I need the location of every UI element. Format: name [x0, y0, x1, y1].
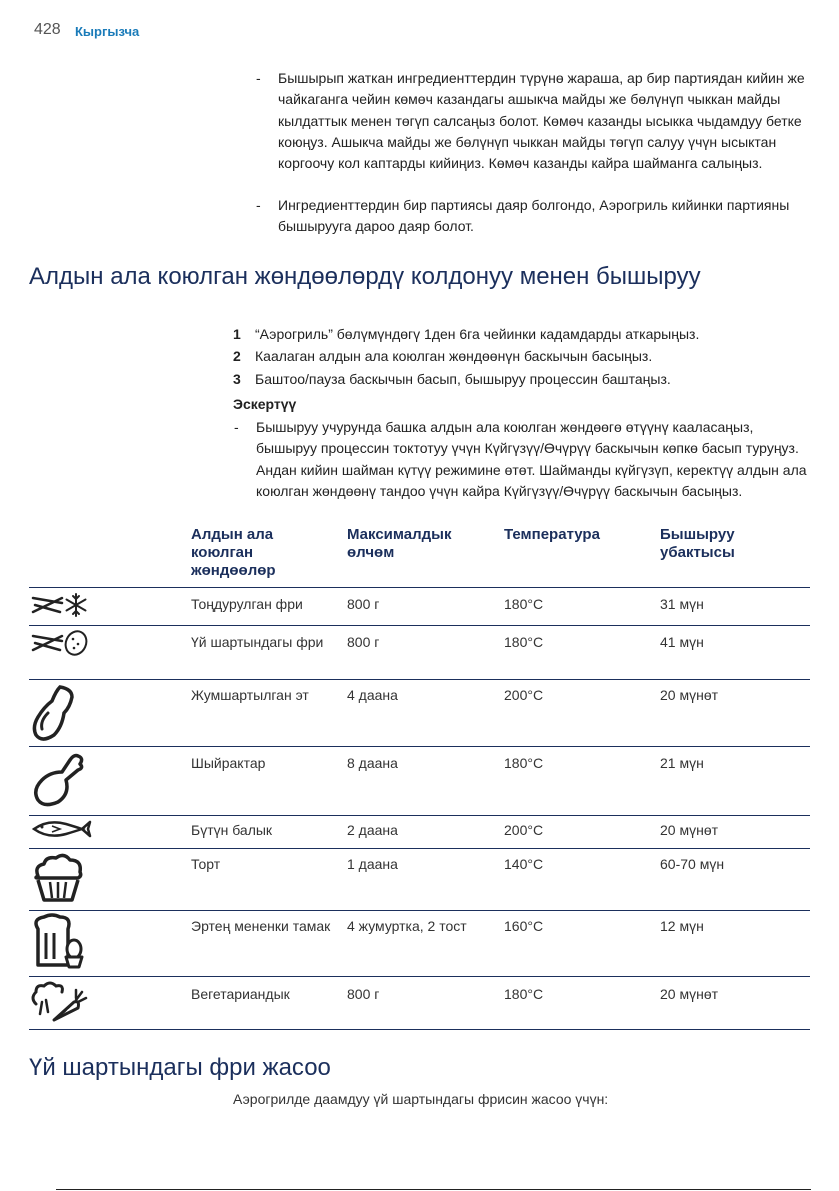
table-divider [29, 746, 810, 747]
preset-temperature: 200°C [504, 687, 544, 703]
table-divider [29, 848, 810, 849]
section-intro: Аэрогрилде даамдуу үй шартындагы фрисин жасоо үчүн: [233, 1091, 609, 1107]
section-title-presets: Алдын ала коюлган жөндөөлөрдү колдонуу менен бышыруу [29, 263, 701, 290]
preset-temperature: 180°C [504, 755, 544, 771]
preset-amount: 8 даана [347, 755, 398, 771]
intro-bullet-2: - Ингредиенттердин бир партиясы даяр болгондо, Аэрогриль кийинки партияны бышырууга дароо даяр болот. [256, 197, 790, 235]
drumstick-icon [30, 750, 86, 808]
note-title: Эскертүү [233, 396, 297, 412]
preset-time: 12 мүн [660, 918, 704, 934]
preset-time: 41 мүн [660, 634, 704, 650]
table-divider [29, 679, 810, 680]
table-divider [29, 587, 810, 588]
cake-icon [30, 852, 86, 904]
page-number: 428 [34, 21, 61, 38]
preset-time: 60-70 мүн [660, 856, 725, 872]
section-title-homemade-fries: Үй шартындагы фри жасоо [29, 1054, 331, 1081]
preset-time: 21 мүн [660, 755, 704, 771]
preset-name: Бүтүн балык [191, 822, 273, 838]
table-divider [29, 625, 810, 626]
preset-temperature: 140°C [504, 856, 544, 872]
preset-name: Торт [191, 856, 221, 872]
preset-temperature: 180°C [504, 596, 544, 612]
preset-time: 20 мүнөт [660, 687, 719, 703]
preset-time: 20 мүнөт [660, 986, 719, 1002]
preset-amount: 800 г [347, 596, 380, 612]
column-header-time: Бышыруу убактысы [660, 526, 735, 561]
bullet-dash: - [256, 197, 261, 213]
footer-rule [56, 1189, 811, 1190]
preset-temperature: 160°C [504, 918, 544, 934]
preset-amount: 1 даана [347, 856, 398, 872]
preset-name: Үй шартындагы фри [191, 634, 324, 650]
preset-temperature: 180°C [504, 986, 544, 1002]
preset-temperature: 180°C [504, 634, 544, 650]
breakfast-icon [30, 913, 86, 971]
preset-amount: 800 г [347, 634, 380, 650]
column-header-preset: Алдын ала коюлган жөндөөлөр [191, 526, 276, 579]
preset-amount: 4 жумуртка, 2 тост [347, 918, 467, 934]
vegetables-icon [30, 980, 90, 1022]
homemade-fries-icon [30, 628, 92, 658]
table-divider [29, 815, 810, 816]
frozen-fries-icon [30, 590, 92, 620]
preset-amount: 4 даана [347, 687, 398, 703]
preset-amount: 2 даана [347, 822, 398, 838]
preset-temperature: 200°C [504, 822, 544, 838]
preset-name: Шыйрактар [191, 755, 266, 771]
preset-name: Жумшартылган эт [191, 687, 309, 703]
meat-icon [30, 683, 76, 743]
preset-name: Эртең мененки тамак [191, 918, 331, 934]
column-header-temperature: Температура [504, 526, 600, 543]
table-divider [29, 1029, 810, 1030]
fish-icon [30, 818, 92, 840]
step-1: 1 “Аэрогриль” бөлүмүндөгү 1ден 6га чейинки кадамдарды аткарыңыз. [233, 326, 700, 342]
preset-name: Вегетариандык [191, 986, 290, 1002]
table-divider [29, 976, 810, 977]
preset-time: 31 мүн [660, 596, 704, 612]
intro-bullet-1: - Бышырып жаткан ингредиенттердин түрүнө жараша, ар бир партиядан кийин же чайкаганга чейин көмөч казандагы ашыкча майды же бөлүнүп чыккан майды кылдаттык менен төгүп салсаңыз болот. Көмөч казанды ысыкка чыдамдуу бетке коюңуз. Ашыкча майды же бөлүнүп чыккан майды төгүп салуу үчүн ысыктан коргоочу кол каптарды кийиңиз. Көмөч казанды кайра шайманга салыңыз. [256, 70, 805, 172]
table-divider [29, 910, 810, 911]
step-2: 2 Каалаган алдын ала коюлган жөндөөнүн баскычын басыңыз. [233, 348, 653, 364]
step-3: 3 Баштоо/пауза баскычын басып, бышыруу процессин баштаңыз. [233, 371, 671, 387]
bullet-dash: - [256, 70, 261, 86]
preset-time: 20 мүнөт [660, 822, 719, 838]
column-header-amount: Максималдык өлчөм [347, 526, 452, 561]
language-label: Кыргызча [75, 24, 140, 39]
note-text: - Бышыруу учурунда башка алдын ала коюлган жөндөөгө өтүүнү кааласаңыз, бышыруу процессин токтотуу үчүн Күйгүзүү/Өчүрүү баскычын көпкө басып туруңуз. Андан кийин шайман күтүү режимине өтөт. Шайманды күйгүзүп, керектүү алдын ала коюлган жөндөөнү тандоо үчүн кайра Күйгүзүү/Өчүрүү баскычын басыңыз. [234, 419, 807, 499]
preset-name: Тоңдурулган фри [191, 596, 303, 612]
preset-amount: 800 г [347, 986, 380, 1002]
bullet-dash: - [234, 419, 239, 435]
